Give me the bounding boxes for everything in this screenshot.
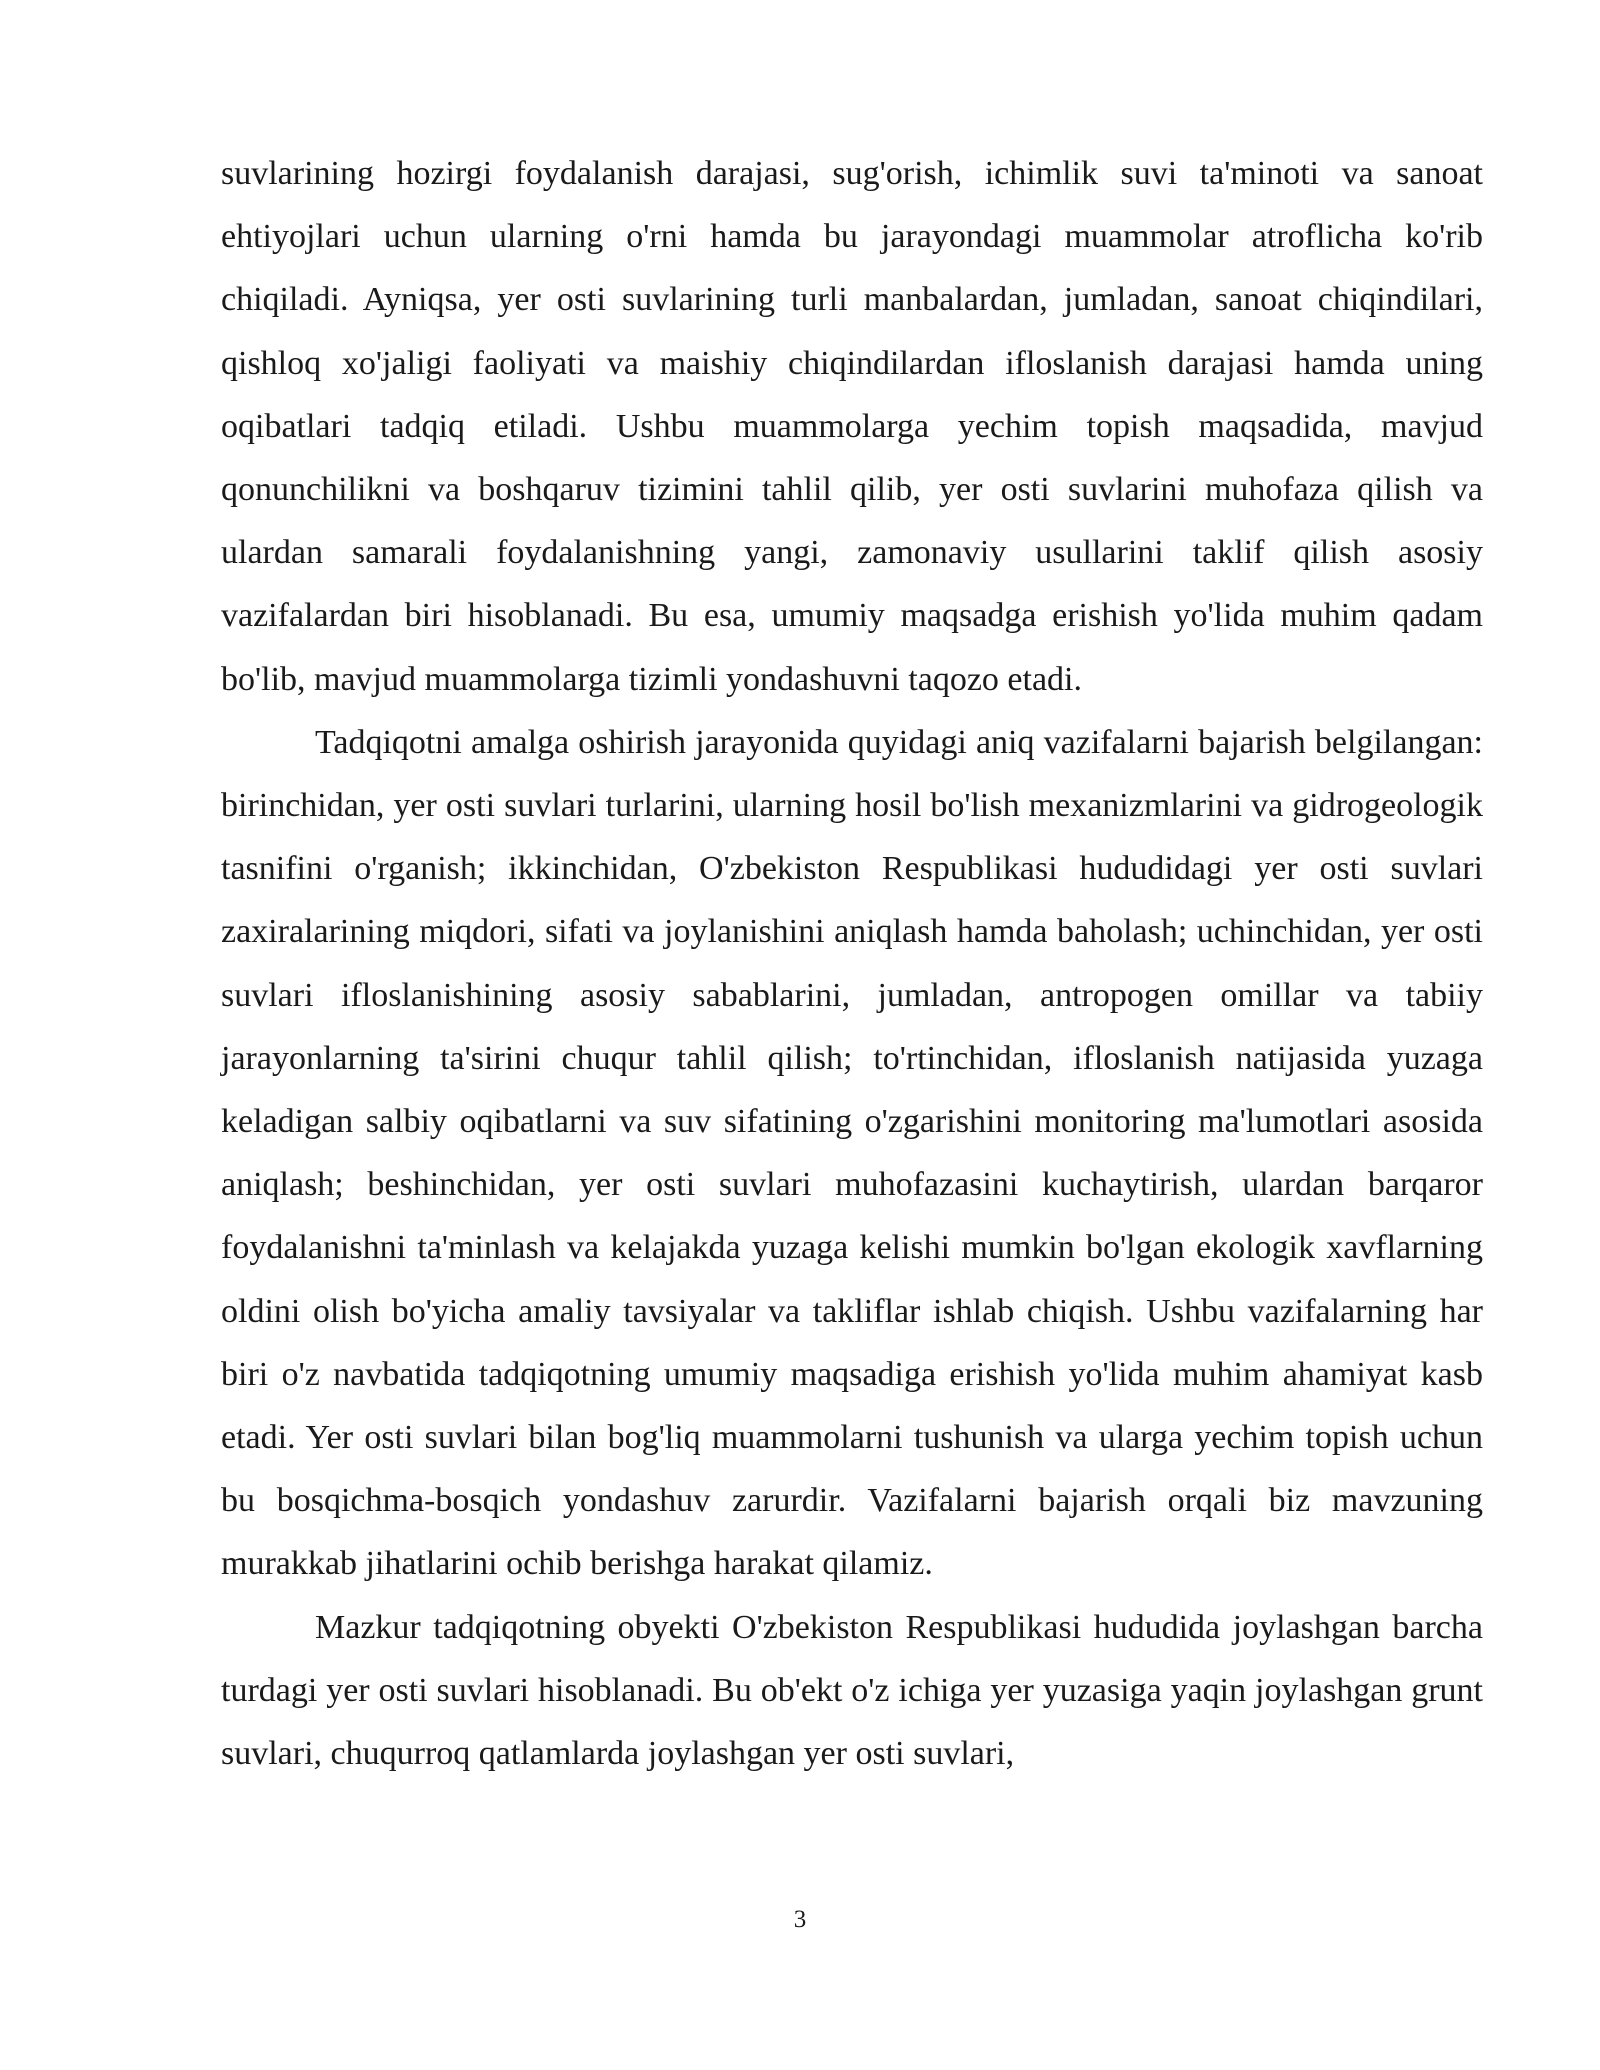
- document-body: [221, 142, 1483, 1785]
- paragraph-3: Mazkur tadqiqotning obyekti O'zbekiston Respublikasi hududida joylashgan barcha turdagi yer osti suvlari hisoblanadi. Bu ob'ekt o'z ichiga yer yuzasiga yaqin joylashgan grunt suvlari, chuqurroq qatlamlarda joylashgan yer osti suvlari,: [221, 1608, 1483, 1773]
- paragraph-1: suvlarining hozirgi foydalanish darajasi, sug'orish, ichimlik suvi ta'minoti va sanoat ehtiyojlari uchun ularning o'rni hamda bu jarayondagi muammolar atroflicha ko'rib chiqiladi. Ayniqsa, yer osti suvlarining turli manbalardan, jumladan, sanoat chiqindilari, qishloq xo'jaligi faoliyati va maishiy chiqindilardan ifloslanish darajasi hamda uning oqibatlari tadqiq etiladi. Ushbu muammolarga yechim topish maqsadida, mavjud qonunchilikni va boshqaruv tizimini tahlil qilib, yer osti suvlarini muhofaza qilish va ulardan samarali foydalanishning yangi, zamonaviy usullarini taklif qilish asosiy vazifalardan biri hisoblanadi. Bu esa, umumiy maqsadga erishish yo'lida muhim qadam bo'lib, mavjud muammolarga tizimli yondashuvni taqozo etadi.: [221, 155, 1483, 698]
- page-number: 3: [793, 1906, 807, 1933]
- paragraph-2: Tadqiqotni amalga oshirish jarayonida quyidagi aniq vazifalarni bajarish belgilangan: birinchidan, yer osti suvlari turlarini, ularning hosil bo'lish mexanizmlarini va gidrogeologik tasnifini o'rganish; ikkinchidan, O'zbekiston Respublikasi hududidagi yer osti suvlari zaxiralarining miqdori, sifati va joylanishini aniqlash hamda baholash; uchinchidan, yer osti suvlari ifloslanishining asosiy sabablarini, jumladan, antropogen omillar va tabiiy jarayonlarning ta'sirini chuqur tahlil qilish; to'rtinchidan, ifloslanish natijasida yuzaga keladigan salbiy oqibatlarni va suv sifatining o'zgarishini monitoring ma'lumotlari asosida aniqlash; beshinchidan, yer osti suvlari muhofazasini kuchaytirish, ulardan barqaror foydalanishni ta'minlash va kelajakda yuzaga kelishi mumkin bo'lgan ekologik xavflarning oldini olish bo'yicha amaliy tavsiyalar va takliflar ishlab chiqish. Ushbu vazifalarning har biri o'z navbatida tadqiqotning umumiy maqsadiga erishish yo'lida muhim ahamiyat kasb etadi. Yer osti suvlari bilan bog'liq muammolarni tushunish va ularga yechim topish uchun bu bosqichma-bosqich yondashuv zarurdir. Vazifalarni bajarish orqali biz mavzuning murakkab jihatlarini ochib berishga harakat qilamiz.: [221, 723, 1483, 1583]
